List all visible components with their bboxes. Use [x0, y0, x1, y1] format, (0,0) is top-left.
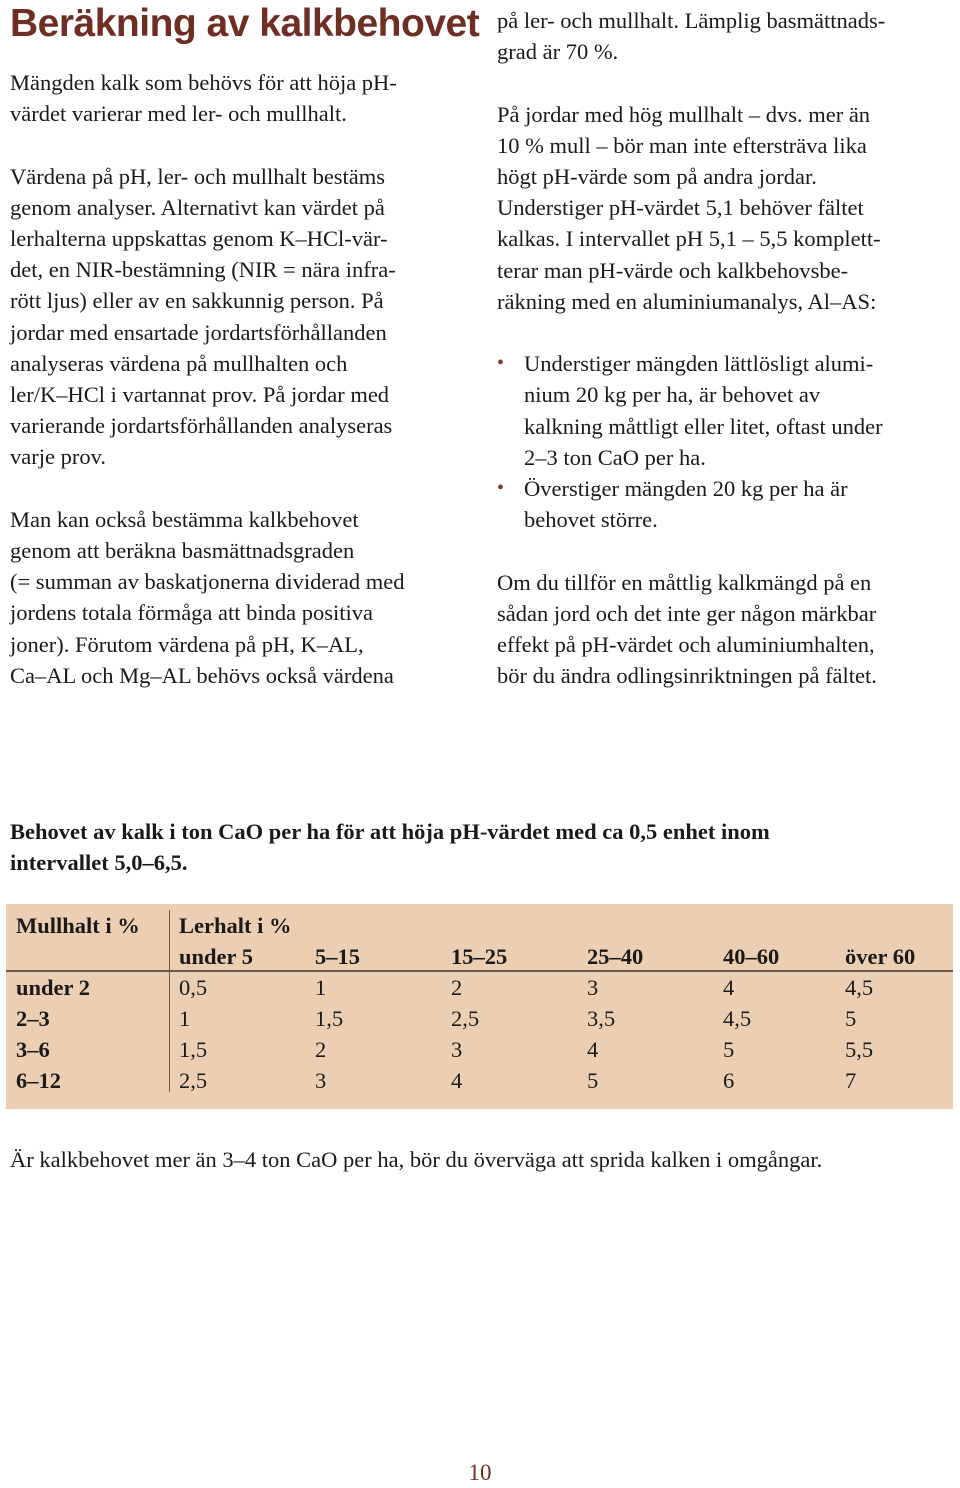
row-label: 3–6	[16, 1037, 50, 1062]
column-header: 25–40	[587, 944, 644, 969]
left-column	[10, 67, 462, 691]
table-cell: 3	[587, 975, 599, 1000]
table-cell: 5,5	[845, 1037, 874, 1062]
table-cell: 5	[723, 1037, 735, 1062]
table-cell: 2,5	[451, 1006, 480, 1031]
column-header: 5–15	[315, 944, 360, 969]
bullet-icon: •	[497, 477, 505, 500]
row-label: 2–3	[16, 1006, 50, 1031]
table-cell: 4	[451, 1068, 463, 1093]
intro-paragraph: Mängden kalk som behövs för att höja pH- värdet varierar med ler- och mullhalt.	[10, 70, 397, 127]
bullet-icon: •	[497, 352, 505, 375]
right-column	[497, 5, 950, 691]
table-cell: 4,5	[723, 1006, 752, 1031]
row-header-label: Mullhalt i %	[16, 913, 140, 938]
table-vertical-divider	[169, 910, 170, 1092]
table-cell: 4	[587, 1037, 599, 1062]
table-cell: 4	[723, 975, 735, 1000]
list-item	[497, 473, 950, 535]
table-cell: 3,5	[587, 1006, 616, 1031]
table-cell: 2	[315, 1037, 327, 1062]
row-label: 6–12	[16, 1068, 61, 1093]
base-saturation-paragraph: Man kan också bestämma kalkbehovet genom att beräkna basmättnadsgraden (= summan av baskatjonerna dividerad med jordens totala förmåga att binda positiva joner). Förutom värdena på pH, K–AL, Ca–AL och Mg–AL behövs också värdena	[10, 506, 405, 688]
table-cell: 5	[587, 1068, 599, 1093]
table-cell: 2	[451, 975, 463, 1000]
table-caption: Behovet av kalk i ton CaO per ha för att höja pH-värdet med ca 0,5 enhet inom intervallet 5,0–6,5.	[10, 819, 770, 876]
continuation-paragraph: på ler- och mullhalt. Lämplig basmättnads- grad är 70 %.	[497, 8, 886, 65]
table-cell: 3	[315, 1068, 327, 1093]
table-cell: 0,5	[179, 975, 208, 1000]
table-cell: 1,5	[179, 1037, 208, 1062]
table-cell: 4,5	[845, 975, 874, 1000]
table-cell: 1	[179, 1006, 191, 1031]
footer-note: Är kalkbehovet mer än 3–4 ton CaO per ha, bör du överväga att sprida kalken i omgångar.	[10, 1147, 823, 1172]
list-item	[497, 348, 950, 473]
page-title: Beräkning av kalkbehovet	[10, 2, 480, 45]
col-header-label: Lerhalt i %	[179, 913, 292, 938]
cultivation-paragraph: Om du tillför en måttlig kalkmängd på en sådan jord och det inte ger någon märkbar effekt på pH-värdet och aluminiumhalten, bör du ändra odlingsinriktningen på fältet.	[497, 569, 877, 689]
aluminium-bullet-list	[497, 348, 950, 535]
page-number: 10	[468, 1460, 492, 1485]
table-cell: 1,5	[315, 1006, 344, 1031]
high-humus-paragraph: På jordar med hög mullhalt – dvs. mer än 10 % mull – bör man inte eftersträva lika högt pH-värde som på andra jordar. Understiger pH-värdet 5,1 behöver fältet kalkas. I intervallet pH 5,1 – 5,5 komplett- terar man pH-värde och kalkbehovsbe- räkning med en aluminiumanalys, Al–AS:	[497, 101, 881, 314]
bullet-text: Överstiger mängden 20 kg per ha är behovet större.	[524, 476, 848, 533]
table-cell: 2,5	[179, 1068, 208, 1093]
lime-requirement-table	[6, 904, 953, 1109]
column-header: under 5	[179, 944, 253, 969]
table-cell: 7	[845, 1068, 857, 1093]
table-cell: 1	[315, 975, 327, 1000]
analysis-paragraph: Värdena på pH, ler- och mullhalt bestäms genom analyser. Alternativt kan värdet på lerhalterna uppskattas genom K–HCl-vär- det, en NIR-bestämning (NIR = nära infra- rött ljus) eller av en sakkunnig person. På jordar med ensartade jordartsförhållanden analyseras värdena på mullhalten och ler/K–HCl i vartannat prov. På jordar med varierande jordartsförhållanden analyseras varje prov.	[10, 163, 396, 470]
column-header: över 60	[845, 944, 916, 969]
column-header: 40–60	[723, 944, 780, 969]
table-cell: 6	[723, 1068, 735, 1093]
table-cell: 5	[845, 1006, 857, 1031]
column-header: 15–25	[451, 944, 508, 969]
table-cell: 3	[451, 1037, 463, 1062]
bullet-text: Understiger mängden lättlösligt alumi- nium 20 kg per ha, är behovet av kalkning måttligt eller litet, oftast under 2–3 ton CaO per ha.	[524, 351, 883, 470]
row-label: under 2	[16, 975, 90, 1000]
